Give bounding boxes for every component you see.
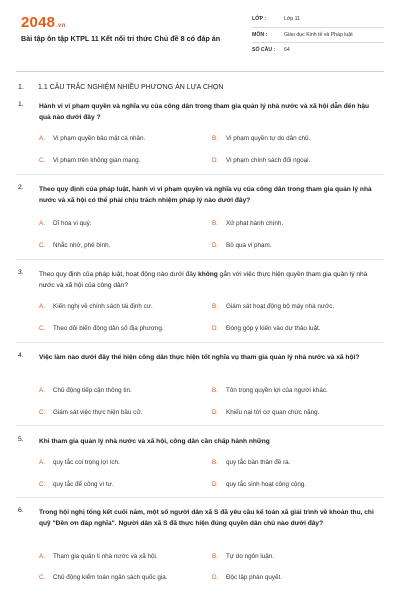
meta-label: SỐ CÂU : [252, 47, 276, 53]
option-d[interactable]: D. Độc lập phán quyết. [212, 574, 283, 581]
option-c[interactable]: C. Theo dõi biến động dân số địa phương. [39, 325, 164, 332]
section-title: 1.1 CÂU TRẮC NGHIỆM NHIỀU PHƯƠNG ÁN LỰA CHỌN [38, 84, 224, 91]
meta-label: LỚP : [252, 16, 267, 22]
option-b[interactable]: B. Xử phạt hành chính. [212, 220, 284, 227]
question-divider [16, 342, 384, 343]
option-a[interactable]: A. Tham gia quản lí nhà nước và xã hội. [39, 553, 158, 560]
section-number: 1. [18, 84, 24, 91]
option-d[interactable]: D. Vi phạm chính sách đối ngoại. [212, 157, 311, 164]
option-a[interactable]: A. Kiến nghị về chính sách tái định cư. [39, 303, 153, 310]
section-heading [18, 84, 223, 91]
option-a[interactable]: A. Dĩ hòa vi quý. [39, 220, 92, 227]
question-number: 6. [18, 507, 24, 514]
question-divider [16, 174, 384, 175]
option-d[interactable]: D. Đóng góp ý kiến vào dự thảo luật. [212, 325, 321, 332]
document-meta [252, 12, 384, 59]
question-divider [16, 497, 384, 498]
site-logo[interactable]: 2048.vn [21, 14, 66, 31]
question-number: 2. [18, 184, 24, 191]
question-text: Hành vi vi phạm quyền và nghĩa vụ của công dân trong tham gia quản lý nhà nước và xã hội dẫn đến hậu quả nào dưới đây ? [39, 103, 370, 121]
question-text: Theo quy định của pháp luật, hành vi vi phạm quyền và nghĩa vụ của công dân trong tham gia quản lý nhà nước và xã hội có thể phải chịu trách nhiệm pháp lý nào dưới đây? [39, 186, 372, 204]
header-divider [16, 71, 384, 72]
question-number: 4. [18, 352, 24, 359]
option-a[interactable]: A. Chủ động tiếp cận thông tin. [39, 387, 132, 394]
question-divider [16, 425, 384, 426]
question-number: 5. [18, 436, 24, 443]
option-a[interactable]: A. Vi phạm quyền bảo mật cá nhân. [39, 135, 146, 142]
meta-value: Lớp 11 [284, 16, 300, 22]
question-text: Theo quy định của pháp luật, hoạt động nào dưới đây không gắn với việc thực hiện quyền tham gia quản lý nhà nước và xã hội của công dân? [39, 271, 368, 289]
meta-row-question-count [252, 43, 384, 59]
option-b[interactable]: B. Tự do ngôn luận. [212, 553, 274, 560]
question-number: 1. [18, 101, 24, 108]
question-text: Khi tham gia quản lý nhà nước và xã hội, công dân cần chấp hành những [39, 438, 270, 445]
option-d[interactable]: D. Bỏ qua vi phạm. [212, 242, 272, 249]
question-number: 3. [18, 269, 24, 276]
question-text: Việc làm nào dưới đây thể hiện công dân thực hiện tốt nghĩa vụ tham gia quản lý nhà nước và xã hội? [39, 354, 360, 361]
emphasis-word: không [198, 271, 218, 278]
option-d[interactable]: D. quy tắc sinh hoạt công cộng. [212, 481, 307, 488]
meta-value: Giáo dục Kinh tế và Pháp luật [284, 31, 353, 38]
meta-value: 64 [284, 47, 290, 53]
document-header [0, 0, 400, 70]
option-a[interactable]: A. quy tắc coi trọng lợi ích. [39, 459, 120, 466]
document-title: Bài tập ôn tập KTPL 11 Kết nối tri thức Chủ đề 8 có đáp án [21, 34, 221, 43]
meta-label: MÔN : [252, 31, 268, 38]
question-text: Trong hội nghị tổng kết cuối năm, một số người dân xã S đã yêu cầu kế toán xã giải trình về khoản thu, chi quỹ "Đền ơn đáp nghĩa". Người dân xã S đã thực hiện đúng quyền dân chủ nào dưới đây? [39, 509, 374, 527]
option-c[interactable]: C. Vi phạm trên không gian mạng. [39, 157, 141, 164]
option-b[interactable]: B. quy tắc bàn thân đề ra. [212, 459, 291, 466]
option-b[interactable]: B. Giám sát hoạt động bộ máy nhà nước. [212, 303, 335, 310]
option-d[interactable]: D. Khiếu nại tới cơ quan chức năng. [212, 409, 320, 416]
meta-row-subject [252, 28, 384, 44]
option-b[interactable]: B. Vi phạm quyền tự do dân chủ. [212, 135, 311, 142]
option-c[interactable]: C. Nhắc nhở, phê bình. [39, 242, 111, 249]
question-divider [16, 259, 384, 260]
meta-row-class [252, 12, 384, 28]
option-c[interactable]: C. Giám sát việc thực hiện bầu cử. [39, 409, 143, 416]
option-b[interactable]: B. Tôn trọng quyền lợi của người khác. [212, 387, 328, 394]
option-c[interactable]: C. Chủ động kiểm toán ngân sách quốc gia. [39, 574, 168, 581]
option-c[interactable]: C. quy tắc để công vì tư. [39, 481, 114, 488]
